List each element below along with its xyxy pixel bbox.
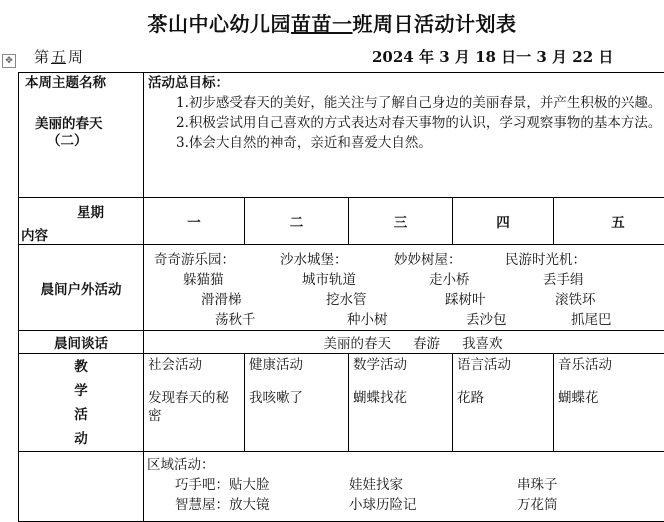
talk-topic: 美丽的春天 xyxy=(324,336,392,352)
teaching-row xyxy=(19,354,664,452)
talk-topic: 我喜欢 xyxy=(462,336,503,352)
area-activity: 娃娃找家 xyxy=(349,473,403,493)
area-corner: 巧手吧：贴大脸 xyxy=(175,473,270,493)
weekday-row xyxy=(19,198,664,245)
teaching-cell-monday xyxy=(144,354,245,452)
area-corner: 智慧屋：放大镜 xyxy=(175,493,270,513)
activity-item: 滚铁环 xyxy=(555,288,596,308)
subject-activity: 蝴蝶找花 xyxy=(353,389,448,407)
theme-row xyxy=(19,73,664,198)
subject-name: 音乐活动 xyxy=(558,357,612,373)
area-activity: 万花筒 xyxy=(517,493,558,513)
activity-item: 踩树叶 xyxy=(445,288,486,308)
theme-label: 本周主题名称 xyxy=(25,75,137,92)
activity-item: 荡秋千 xyxy=(215,308,256,328)
day-wednesday: 三 xyxy=(349,198,453,245)
weekday-label: 星期 xyxy=(77,201,104,221)
activity-item: 种小树 xyxy=(347,308,388,328)
teaching-cell-friday xyxy=(554,354,664,452)
goals-cell xyxy=(144,73,664,198)
subject-name: 健康活动 xyxy=(249,357,303,373)
table-move-handle-icon[interactable]: ✥ xyxy=(2,54,16,68)
class-name: 苗苗一 xyxy=(291,12,353,36)
activity-item: 丢手绢 xyxy=(543,268,584,288)
activity-item: 走小桥 xyxy=(429,268,470,288)
area-label-cell xyxy=(19,452,144,522)
day-tuesday: 二 xyxy=(245,198,349,245)
weekday-header-cell xyxy=(19,198,144,245)
area-cell xyxy=(144,452,664,522)
content-label: 内容 xyxy=(21,224,48,244)
goal-item: 1.初步感受春天的美好，能关注与了解自己身边的美丽春景，并产生积极的兴趣。 xyxy=(148,93,664,113)
talk-row xyxy=(19,331,664,354)
area-activity: 串珠子 xyxy=(517,473,558,493)
subject-activity: 我咳嗽了 xyxy=(249,389,344,407)
zone-label: 奇奇游乐园： xyxy=(154,248,235,268)
activity-item: 挖水管 xyxy=(326,288,367,308)
zone-label: 沙水城堡： xyxy=(280,248,348,268)
theme-name: 美丽的春天 xyxy=(25,116,137,133)
talk-topic: 春游 xyxy=(413,336,440,352)
area-activity: 小球历险记 xyxy=(349,493,417,513)
subject-name: 数学活动 xyxy=(353,357,407,373)
weekly-plan-table xyxy=(18,72,664,522)
theme-cell xyxy=(19,73,144,198)
activity-item: 抓尾巴 xyxy=(571,308,612,328)
goals-title: 活动总目标： xyxy=(148,73,664,93)
week-number: 五 xyxy=(49,48,68,66)
date-range: 2024 年 3 月 18 日一 3 月 22 日 xyxy=(372,46,613,67)
subject-name: 语言活动 xyxy=(457,357,511,373)
goal-item: 2.积极尝试用自己喜欢的方式表达对春天事物的认识，学习观察事物的基本方法。 xyxy=(148,113,664,133)
activity-item: 城市轨道 xyxy=(302,268,356,288)
outdoor-row xyxy=(19,245,664,331)
talk-label: 晨间谈话 xyxy=(19,331,144,354)
teaching-cell-tuesday xyxy=(245,354,349,452)
activity-item: 滑滑梯 xyxy=(201,288,242,308)
activity-item: 丢沙包 xyxy=(466,308,507,328)
day-friday: 五 xyxy=(554,198,664,245)
week-label: 第 五 周 xyxy=(34,46,83,67)
talk-cell xyxy=(144,331,664,354)
teaching-cell-thursday xyxy=(453,354,554,452)
zone-label: 妙妙树屋： xyxy=(394,248,462,268)
goal-item: 3.体会大自然的神奇，亲近和喜爱大自然。 xyxy=(148,133,664,153)
day-thursday: 四 xyxy=(453,198,554,245)
teaching-cell-wednesday xyxy=(349,354,453,452)
outdoor-label: 晨间户外活动 xyxy=(19,245,144,331)
subject-activity: 花路 xyxy=(457,389,549,407)
outdoor-cell xyxy=(144,245,664,331)
day-monday: 一 xyxy=(144,198,245,245)
zone-label: 民游时光机： xyxy=(505,248,586,268)
page-title: 茶山中心幼儿园苗苗一班周日活动计划表 xyxy=(0,8,664,37)
subject-activity: 蝴蝶花 xyxy=(558,389,664,407)
activity-item: 躲猫猫 xyxy=(183,268,224,288)
subject-activity: 发现春天的秘密 xyxy=(148,389,240,425)
area-row xyxy=(19,452,664,522)
area-title: 区域活动： xyxy=(147,453,215,473)
subject-name: 社会活动 xyxy=(148,357,202,373)
teaching-label: 教 学 活 动 xyxy=(19,354,144,452)
theme-name-part: （二） xyxy=(25,133,137,150)
